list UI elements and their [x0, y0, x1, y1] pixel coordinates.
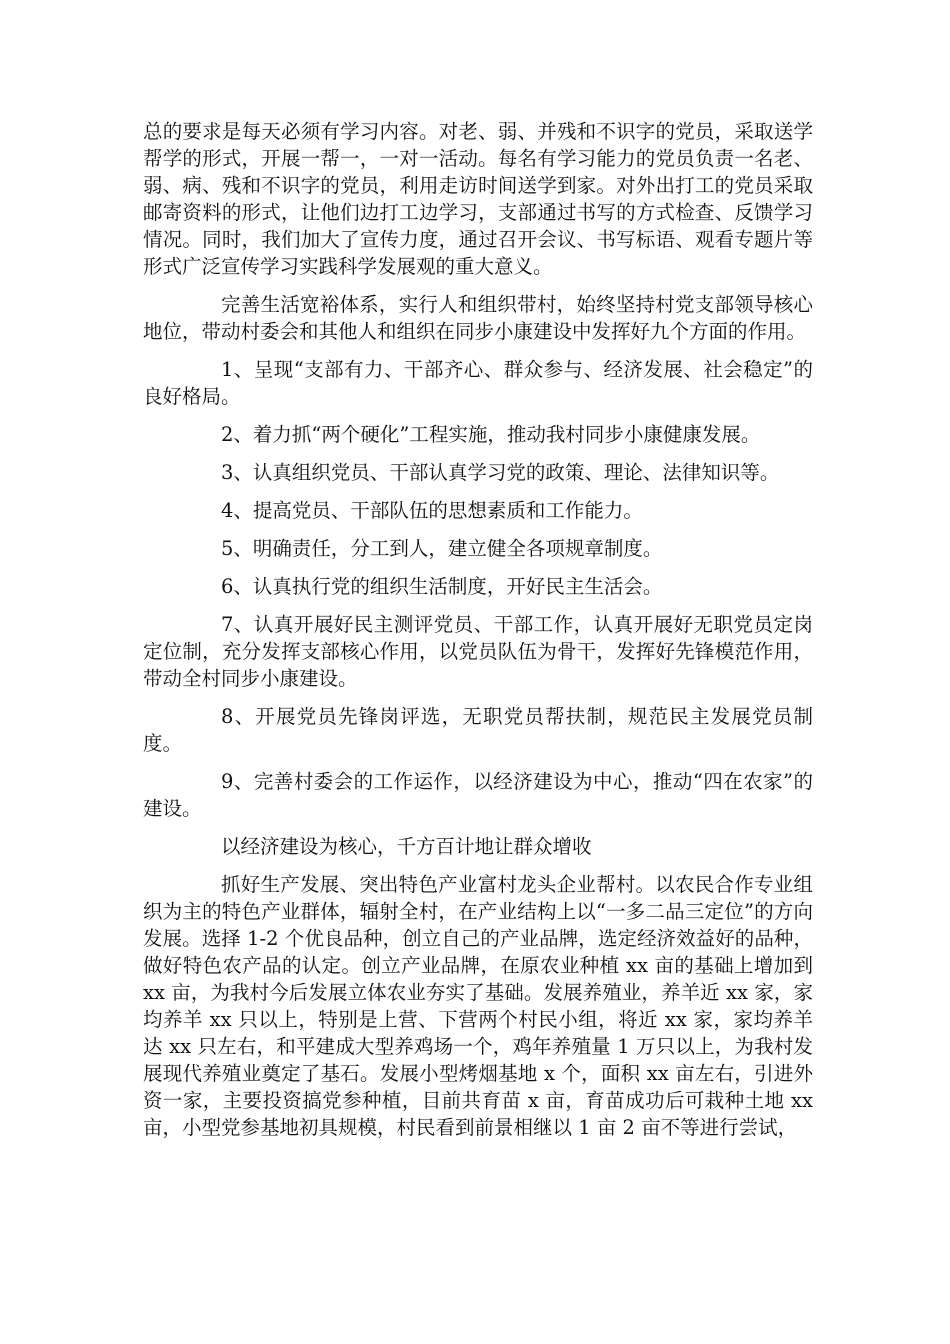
paragraph-living-system: 完善生活宽裕体系，实行人和组织带村，始终坚持村党支部领导核心地位，带动村委会和其他人和组织在同步小康建设中发挥好九个方面的作用。	[143, 293, 813, 343]
list-item-1: 1、呈现“支部有力、干部齐心、群众参与、经济发展、社会稳定”的良好格局。	[143, 358, 813, 408]
document-page	[143, 118, 813, 1152]
paragraph-study-requirements: 总的要求是每天必须有学习内容。对老、弱、并残和不识字的党员，采取送学帮学的形式，开展一帮一，一对一活动。每名有学习能力的党员负责一名老、弱、病、残和不识字的党员，利用走访时间送学到家。对外出打工的党员采取邮寄资料的形式，让他们边打工边学习，支部通过书写的方式检查、反馈学习情况。同时，我们加大了宣传力度，通过召开会议、书写标语、观看专题片等形式广泛宣传学习实践科学发展观的重大意义。	[143, 120, 813, 278]
list-item-3: 3、认真组织党员、干部认真学习党的政策、理论、法律知识等。	[221, 461, 780, 484]
section-heading-economy: 以经济建设为核心，千方百计地让群众增收	[221, 835, 592, 858]
list-item-4: 4、提高党员、干部队伍的思想素质和工作能力。	[221, 499, 643, 522]
paragraph-industry-development: 抓好生产发展、突出特色产业富村龙头企业帮村。以农民合作专业组织为主的特色产业群体，辐射全村，在产业结构上以“一多二品三定位”的方向发展。选择 1-2 个优良品种，创立自己的产业品牌，选定经济效益好的品种，做好特色农产品的认定。创立产业品牌，在原农业种植 xx 亩的基础上增加到 xx 亩，为我村今后发展立体农业夯实了基础。发展养殖业，养羊近 xx 家，家均养羊 xx 只以上，特别是上营、下营两个村民小组，将近 xx 家，家均养羊达 xx 只左右，和平建成大型养鸡场一个，鸡年养殖量 1 万只以上，为我村发展现代养殖业奠定了基石。发展小型烤烟基地 x 个，面积 xx 亩左右，引进外资一家，主要投资搞党参种植，目前共育苗 x 亩，育苗成功后可栽种土地 xx 亩，小型党参基地初具规模，村民看到前景相继以 1 亩 2 亩不等进行尝试，	[143, 873, 813, 1139]
list-item-6: 6、认真执行党的组织生活制度，开好民主生活会。	[221, 575, 663, 598]
list-item-9: 9、完善村委会的工作运作，以经济建设为中心，推动“四在农家”的建设。	[143, 770, 813, 820]
list-item-2: 2、着力抓“两个硬化”工程实施，推动我村同步小康健康发展。	[221, 423, 761, 446]
list-item-8: 8、开展党员先锋岗评选，无职党员帮扶制，规范民主发展党员制度。	[143, 705, 813, 755]
list-item-7: 7、认真开展好民主测评党员、干部工作，认真开展好无职党员定岗定位制，充分发挥支部核心作用，以党员队伍为骨干，发挥好先锋模范作用，带动全村同步小康建设。	[143, 613, 813, 690]
list-item-5: 5、明确责任，分工到人，建立健全各项规章制度。	[221, 537, 663, 560]
